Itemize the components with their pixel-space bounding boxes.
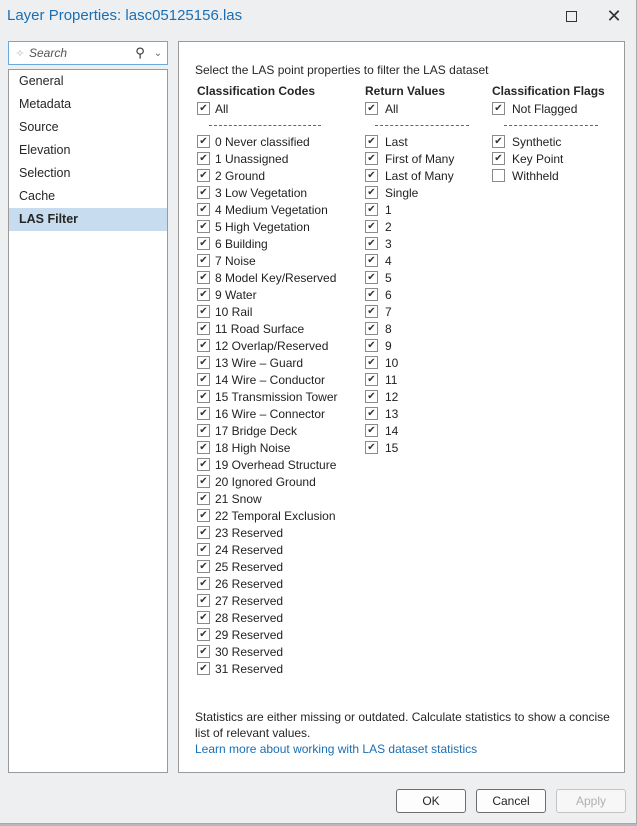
checkbox-label: 18 High Noise <box>215 440 291 455</box>
checkmark-icon: ✔ <box>199 339 208 351</box>
checkmark-icon: ✔ <box>199 220 208 232</box>
checkmark-icon: ✔ <box>199 645 208 657</box>
sidebar-item-elevation[interactable]: Elevation <box>19 143 71 157</box>
checkbox-classification_codes-6-building[interactable] <box>197 235 357 252</box>
checkbox-label: 6 <box>385 287 392 302</box>
sidebar-item-general[interactable]: General <box>19 74 64 88</box>
statistics-message: Statistics are either missing or outdated. Calculate statistics to show a concise list of relevant values. <box>195 710 610 740</box>
checkbox-label: 8 <box>385 321 392 336</box>
checkbox-label: 14 Wire – Conductor <box>215 372 326 387</box>
checkmark-icon: ✔ <box>199 186 208 198</box>
checkbox-label: 4 Medium Vegetation <box>215 202 328 217</box>
title-bar[interactable] <box>0 0 636 34</box>
checkmark-icon: ✔ <box>367 169 376 181</box>
checkbox-label: 10 <box>385 355 399 370</box>
checkbox-classification_flags-all[interactable] <box>492 100 617 117</box>
checkbox-label: 2 <box>385 219 392 234</box>
checkmark-icon: ✔ <box>367 237 376 249</box>
checkbox-box[interactable] <box>197 356 210 369</box>
checkbox-return_values-15[interactable] <box>365 439 485 456</box>
checkbox-label: Key Point <box>512 151 564 166</box>
checkbox-classification_codes-26-reserved[interactable] <box>197 575 357 592</box>
checkmark-icon: ✔ <box>367 322 376 334</box>
checkmark-icon: ✔ <box>367 390 376 402</box>
checkbox-box[interactable] <box>492 102 505 115</box>
checkbox-classification_codes-24-reserved[interactable] <box>197 541 357 558</box>
checkbox-label: 11 Road Surface <box>215 321 305 336</box>
checkmark-icon: ✔ <box>199 237 208 249</box>
checkbox-classification_codes-10-rail[interactable] <box>197 303 357 320</box>
checkmark-icon: ✔ <box>367 339 376 351</box>
checkmark-icon: ✔ <box>199 509 208 521</box>
checkbox-classification_codes-29-reserved[interactable] <box>197 626 357 643</box>
checkmark-icon: ✔ <box>199 424 208 436</box>
checkbox-return_values-6[interactable] <box>365 286 485 303</box>
checkbox-label: 25 Reserved <box>215 559 284 574</box>
checkbox-label: 10 Rail <box>215 304 253 319</box>
checkbox-label: All <box>385 101 399 116</box>
checkbox-box[interactable] <box>197 407 210 420</box>
checkbox-label: 30 Reserved <box>215 644 284 659</box>
checkbox-box[interactable] <box>365 203 378 216</box>
checkbox-box[interactable] <box>197 169 210 182</box>
checkmark-icon: ✔ <box>199 305 208 317</box>
checkbox-return_values-12[interactable] <box>365 388 485 405</box>
checkbox-box[interactable] <box>492 169 505 182</box>
checkmark-icon: ✔ <box>367 271 376 283</box>
checkbox-box[interactable] <box>365 237 378 250</box>
checkbox-label: Single <box>385 185 419 200</box>
checkbox-box[interactable] <box>197 424 210 437</box>
checkbox-label: Last of Many <box>385 168 454 183</box>
checkbox-classification_codes-12-overlap-reserved[interactable] <box>197 337 357 354</box>
checkbox-box[interactable] <box>492 152 505 165</box>
checkbox-box[interactable] <box>197 339 210 352</box>
checkmark-icon: ✔ <box>199 322 208 334</box>
checkmark-icon: ✔ <box>199 611 208 623</box>
checkmark-icon: ✔ <box>199 135 208 147</box>
checkbox-label: 4 <box>385 253 392 268</box>
checkbox-label: 21 Snow <box>215 491 262 506</box>
checkbox-box[interactable] <box>197 322 210 335</box>
checkmark-icon: ✔ <box>367 254 376 266</box>
checkmark-icon: ✔ <box>199 492 208 504</box>
checkbox-box[interactable] <box>365 152 378 165</box>
checkbox-return_values-14[interactable] <box>365 422 485 439</box>
checkbox-classification_codes-20-ignored-ground[interactable] <box>197 473 357 490</box>
checkbox-box[interactable] <box>197 254 210 267</box>
checkbox-return_values-8[interactable] <box>365 320 485 337</box>
checkbox-box[interactable] <box>365 390 378 403</box>
checkbox-label: 20 Ignored Ground <box>215 474 316 489</box>
checkbox-return_values-first-of-many[interactable] <box>365 150 485 167</box>
checkbox-label: All <box>215 101 229 116</box>
checkbox-return_values-4[interactable] <box>365 252 485 269</box>
checkbox-classification_codes-2-ground[interactable] <box>197 167 357 184</box>
checkbox-return_values-last-of-many[interactable] <box>365 167 485 184</box>
statistics-notice <box>195 709 615 757</box>
checkbox-box[interactable] <box>197 509 210 522</box>
checkbox-box[interactable] <box>365 220 378 233</box>
checkmark-icon: ✔ <box>367 407 376 419</box>
checkbox-box[interactable] <box>365 288 378 301</box>
checkmark-icon: ✔ <box>199 102 208 114</box>
checkbox-box[interactable] <box>365 356 378 369</box>
checkbox-return_values-last[interactable] <box>365 133 485 150</box>
sidebar-item-las-filter[interactable]: LAS Filter <box>9 208 167 231</box>
checkbox-label: Synthetic <box>512 134 562 149</box>
checkbox-label: 31 Reserved <box>215 661 284 676</box>
checkbox-box[interactable] <box>492 135 505 148</box>
checkbox-label: 13 <box>385 406 399 421</box>
checkbox-label: 1 <box>385 202 392 217</box>
statistics-help-link[interactable]: Learn more about working with LAS dataset statistics <box>195 742 478 756</box>
checkbox-classification_codes-3-low-vegetation[interactable] <box>197 184 357 201</box>
checkbox-label: Not Flagged <box>512 101 578 116</box>
checkbox-classification_codes-27-reserved[interactable] <box>197 592 357 609</box>
checkbox-label: 24 Reserved <box>215 542 284 557</box>
checkbox-classification_codes-30-reserved[interactable] <box>197 643 357 660</box>
checkbox-label: 15 <box>385 440 399 455</box>
checkbox-label: 5 High Vegetation <box>215 219 310 234</box>
checkbox-label: 7 Noise <box>215 253 256 268</box>
checkmark-icon: ✔ <box>199 475 208 487</box>
cancel-button[interactable]: Cancel <box>476 789 546 813</box>
checkbox-box[interactable] <box>197 305 210 318</box>
checkbox-classification_codes-7-noise[interactable] <box>197 252 357 269</box>
checkbox-return_values-5[interactable] <box>365 269 485 286</box>
checkbox-classification_codes-14-wire-conductor[interactable] <box>197 371 357 388</box>
checkbox-return_values-9[interactable] <box>365 337 485 354</box>
dashed-divider <box>365 117 485 133</box>
checkmark-icon: ✔ <box>367 135 376 147</box>
checkmark-icon: ✔ <box>199 628 208 640</box>
checkmark-icon: ✔ <box>199 203 208 215</box>
checkbox-classification_flags-key-point[interactable] <box>492 150 617 167</box>
checkbox-return_values-all[interactable] <box>365 100 485 117</box>
checkbox-box[interactable] <box>197 390 210 403</box>
checkmark-icon: ✔ <box>199 373 208 385</box>
checkbox-label: 27 Reserved <box>215 593 284 608</box>
intro-text: Select the LAS point properties to filter the LAS dataset <box>195 63 489 77</box>
sidebar-item-cache[interactable]: Cache <box>19 189 56 203</box>
checkbox-classification_codes-21-snow[interactable] <box>197 490 357 507</box>
checkbox-box[interactable] <box>197 594 210 607</box>
checkbox-box[interactable] <box>197 271 210 284</box>
checkbox-classification_codes-15-transmission-tower[interactable] <box>197 388 357 405</box>
column-header: Classification Codes <box>197 84 316 98</box>
sidebar-item-source[interactable]: Source <box>19 120 59 134</box>
checkbox-box[interactable] <box>365 305 378 318</box>
checkbox-box[interactable] <box>197 492 210 505</box>
checkbox-classification_flags-withheld[interactable] <box>492 167 617 184</box>
checkbox-label: Last <box>385 134 408 149</box>
checkbox-classification_codes-13-wire-guard[interactable] <box>197 354 357 371</box>
checkbox-return_values-single[interactable] <box>365 184 485 201</box>
checkbox-box[interactable] <box>365 407 378 420</box>
checkbox-box[interactable] <box>197 543 210 556</box>
checkbox-label: 26 Reserved <box>215 576 284 591</box>
dialog-title: Layer Properties: lasc05125156.las <box>7 7 243 24</box>
checkbox-classification_codes-16-wire-connector[interactable] <box>197 405 357 422</box>
checkmark-icon: ✔ <box>199 152 208 164</box>
checkbox-box[interactable] <box>365 102 378 115</box>
checkbox-classification_codes-28-reserved[interactable] <box>197 609 357 626</box>
checkmark-icon: ✔ <box>199 662 208 674</box>
checkbox-return_values-11[interactable] <box>365 371 485 388</box>
checkbox-label: 29 Reserved <box>215 627 284 642</box>
checkbox-label: 1 Unassigned <box>215 151 289 166</box>
checkbox-box[interactable] <box>197 288 210 301</box>
checkbox-classification_codes-5-high-vegetation[interactable] <box>197 218 357 235</box>
checkmark-icon: ✔ <box>199 441 208 453</box>
checkbox-label: 28 Reserved <box>215 610 284 625</box>
checkbox-box[interactable] <box>197 102 210 115</box>
checkmark-icon: ✔ <box>199 169 208 181</box>
checkbox-classification_codes-23-reserved[interactable] <box>197 524 357 541</box>
close-button[interactable] <box>602 5 626 27</box>
checkmark-icon: ✔ <box>199 356 208 368</box>
maximize-icon <box>566 11 577 22</box>
checkbox-return_values-1[interactable] <box>365 201 485 218</box>
apply-button[interactable]: Apply <box>556 789 626 813</box>
checkbox-label: 19 Overhead Structure <box>215 457 337 472</box>
checkbox-box[interactable] <box>197 577 210 590</box>
checkbox-label: 7 <box>385 304 392 319</box>
checkmark-icon: ✔ <box>199 407 208 419</box>
checkbox-label: 15 Transmission Tower <box>215 389 338 404</box>
checkbox-box[interactable] <box>365 135 378 148</box>
checkmark-icon: ✔ <box>199 594 208 606</box>
checkbox-label: 3 Low Vegetation <box>215 185 308 200</box>
checkmark-icon: ✔ <box>199 458 208 470</box>
chevron-down-icon[interactable]: ⌄ <box>153 47 163 59</box>
checkbox-classification_codes-19-overhead-structure[interactable] <box>197 456 357 473</box>
checkbox-box[interactable] <box>365 254 378 267</box>
checkmark-icon: ✔ <box>494 135 503 147</box>
checkbox-label: 13 Wire – Guard <box>215 355 304 370</box>
checkbox-return_values-7[interactable] <box>365 303 485 320</box>
checkbox-box[interactable] <box>197 628 210 641</box>
checkbox-return_values-13[interactable] <box>365 405 485 422</box>
close-icon: ✕ <box>606 5 622 26</box>
checkmark-icon: ✔ <box>367 102 376 114</box>
column-header: Return Values <box>365 84 446 98</box>
checkmark-icon: ✔ <box>367 441 376 453</box>
column-header: Classification Flags <box>492 84 605 98</box>
checkbox-box[interactable] <box>197 135 210 148</box>
checkbox-label: 3 <box>385 236 392 251</box>
checkbox-label: 16 Wire – Connector <box>215 406 326 421</box>
checkbox-box[interactable] <box>365 271 378 284</box>
checkmark-icon: ✔ <box>494 152 503 164</box>
checkbox-box[interactable] <box>197 526 210 539</box>
checkbox-label: 9 Water <box>215 287 257 302</box>
checkmark-icon: ✔ <box>199 577 208 589</box>
checkbox-box[interactable] <box>197 645 210 658</box>
checkbox-classification_codes-1-unassigned[interactable] <box>197 150 357 167</box>
checkbox-classification_codes-8-model-key-reserved[interactable] <box>197 269 357 286</box>
checkmark-icon: ✔ <box>199 390 208 402</box>
checkbox-box[interactable] <box>197 186 210 199</box>
checkbox-box[interactable] <box>197 441 210 454</box>
checkbox-label: 9 <box>385 338 392 353</box>
checkmark-icon: ✔ <box>367 424 376 436</box>
checkbox-classification_codes-9-water[interactable] <box>197 286 357 303</box>
checkbox-box[interactable] <box>365 373 378 386</box>
checkbox-box[interactable] <box>197 662 210 675</box>
checkmark-icon: ✔ <box>494 102 503 114</box>
checkmark-icon: ✔ <box>367 203 376 215</box>
return-values-column <box>365 82 485 456</box>
checkbox-label: 14 <box>385 423 399 438</box>
checkmark-icon: ✔ <box>199 254 208 266</box>
search-icon[interactable]: ⚲ <box>135 45 145 60</box>
classification-flags-column <box>492 82 617 184</box>
checkmark-icon: ✔ <box>367 288 376 300</box>
sparkle-icon: ✧ <box>15 47 25 60</box>
checkmark-icon: ✔ <box>367 305 376 317</box>
sidebar-item-selection[interactable]: Selection <box>19 166 71 180</box>
checkbox-return_values-2[interactable] <box>365 218 485 235</box>
checkmark-icon: ✔ <box>199 526 208 538</box>
checkbox-box[interactable] <box>197 560 210 573</box>
checkbox-box[interactable] <box>197 475 210 488</box>
checkbox-classification_codes-4-medium-vegetation[interactable] <box>197 201 357 218</box>
checkbox-label: 12 Overlap/Reserved <box>215 338 329 353</box>
checkbox-box[interactable] <box>197 373 210 386</box>
checkmark-icon: ✔ <box>367 152 376 164</box>
classification-codes-column <box>197 82 357 677</box>
checkbox-classification_codes-31-reserved[interactable] <box>197 660 357 677</box>
checkbox-label: First of Many <box>385 151 455 166</box>
checkbox-label: 0 Never classified <box>215 134 310 149</box>
checkbox-label: 2 Ground <box>215 168 266 183</box>
checkmark-icon: ✔ <box>199 271 208 283</box>
checkmark-icon: ✔ <box>367 186 376 198</box>
checkbox-classification_codes-22-temporal-exclusion[interactable] <box>197 507 357 524</box>
checkbox-label: 12 <box>385 389 399 404</box>
checkbox-label: Withheld <box>512 168 559 183</box>
checkbox-box[interactable] <box>197 220 210 233</box>
checkbox-label: 17 Bridge Deck <box>215 423 298 438</box>
checkbox-classification_flags-synthetic[interactable] <box>492 133 617 150</box>
checkbox-classification_codes-0-never-classified[interactable] <box>197 133 357 150</box>
checkbox-box[interactable] <box>365 339 378 352</box>
checkbox-box[interactable] <box>365 441 378 454</box>
checkbox-box[interactable] <box>365 322 378 335</box>
checkbox-label: 8 Model Key/Reserved <box>215 270 337 285</box>
checkmark-icon: ✔ <box>367 220 376 232</box>
checkbox-label: 22 Temporal Exclusion <box>215 508 336 523</box>
dashed-divider <box>492 117 617 133</box>
checkbox-classification_codes-25-reserved[interactable] <box>197 558 357 575</box>
checkbox-box[interactable] <box>197 458 210 471</box>
maximize-button[interactable] <box>559 5 583 27</box>
checkbox-classification_codes-17-bridge-deck[interactable] <box>197 422 357 439</box>
checkbox-box[interactable] <box>197 237 210 250</box>
checkbox-box[interactable] <box>365 169 378 182</box>
checkbox-classification_codes-all[interactable] <box>197 100 357 117</box>
checkbox-label: 6 Building <box>215 236 268 251</box>
sidebar-nav <box>8 69 168 773</box>
checkbox-label: 11 <box>385 372 398 387</box>
checkbox-label: 23 Reserved <box>215 525 284 540</box>
search-input[interactable] <box>29 46 131 60</box>
search-box[interactable] <box>8 41 168 65</box>
checkbox-return_values-10[interactable] <box>365 354 485 371</box>
checkbox-box[interactable] <box>197 203 210 216</box>
checkbox-return_values-3[interactable] <box>365 235 485 252</box>
checkbox-classification_codes-18-high-noise[interactable] <box>197 439 357 456</box>
checkbox-label: 5 <box>385 270 392 285</box>
checkmark-icon: ✔ <box>367 356 376 368</box>
checkmark-icon: ✔ <box>199 560 208 572</box>
ok-button[interactable]: OK <box>396 789 466 813</box>
dashed-divider <box>197 117 357 133</box>
checkbox-classification_codes-11-road-surface[interactable] <box>197 320 357 337</box>
checkmark-icon: ✔ <box>367 373 376 385</box>
checkmark-icon: ✔ <box>199 288 208 300</box>
sidebar-item-metadata[interactable]: Metadata <box>19 97 72 111</box>
las-filter-panel <box>178 41 625 773</box>
checkmark-icon: ✔ <box>199 543 208 555</box>
checkbox-box[interactable] <box>197 611 210 624</box>
checkbox-box[interactable] <box>365 186 378 199</box>
checkbox-box[interactable] <box>365 424 378 437</box>
checkbox-box[interactable] <box>197 152 210 165</box>
